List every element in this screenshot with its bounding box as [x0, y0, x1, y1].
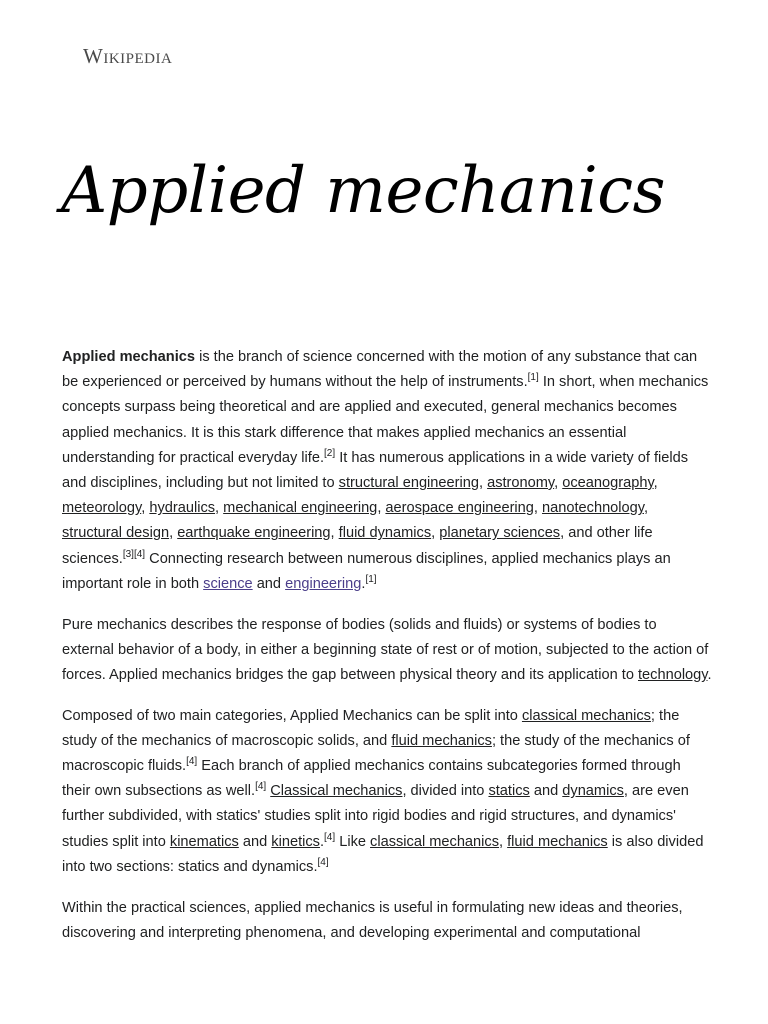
- paragraph-intro: [62, 345, 712, 597]
- link-oceanography[interactable]: oceanography: [562, 475, 654, 492]
- link-fluid-dynamics[interactable]: fluid dynamics: [338, 525, 432, 542]
- citation-link[interactable]: [4]: [255, 781, 267, 793]
- text: .: [361, 575, 366, 592]
- sep: ,: [533, 500, 543, 517]
- link-planetary-sciences[interactable]: planetary sciences: [439, 525, 561, 542]
- link-meteorology[interactable]: meteorology: [62, 500, 142, 517]
- link-hydraulics[interactable]: hydraulics: [149, 500, 216, 517]
- text: .: [319, 833, 325, 850]
- citation-4[interactable]: [134, 549, 145, 560]
- text: Pure mechanics describes the response of bodies (solids and fluids) or systems of bodies to external behavior of a body, in either a beginning state of rest or of motion, subjected to the action of forces. Applied mechanics bridges the gap between physical theory and its application to: [62, 616, 709, 683]
- sep: ,: [431, 525, 440, 542]
- citation-link[interactable]: [3]: [122, 548, 134, 560]
- link-technology[interactable]: technology: [638, 666, 708, 683]
- sep: ,: [478, 475, 488, 492]
- link-classical-mechanics[interactable]: classical mechanics: [370, 833, 500, 850]
- link-aerospace-engineering[interactable]: aerospace engineering: [385, 500, 534, 517]
- text: and: [238, 833, 272, 850]
- sep: ,: [169, 525, 178, 542]
- link-engineering[interactable]: engineering: [285, 575, 362, 592]
- text: Within the practical sciences, applied mechanics is useful in formulating new ideas and theories, discovering and interpreting phenomena, and developing experimental and computational: [62, 899, 683, 941]
- link-dynamics[interactable]: dynamics: [562, 783, 624, 800]
- text: In short, when mechanics concepts surpass being theoretical and are applied and executed, general mechanics becomes applied mechanics. It is this stark difference that makes applied mechanics an essential understanding for practical everyday life.: [62, 374, 709, 466]
- sep: ,: [215, 500, 224, 517]
- citation-4[interactable]: [186, 756, 197, 767]
- link-earthquake-engineering[interactable]: earthquake engineering: [177, 525, 331, 542]
- text: and: [252, 575, 286, 592]
- link-statics[interactable]: statics: [488, 783, 530, 800]
- citation-4[interactable]: [324, 832, 335, 843]
- citation-link[interactable]: [2]: [324, 447, 336, 459]
- article-body: [62, 345, 712, 961]
- page-title: Applied mechanics: [61, 154, 665, 228]
- citation-link[interactable]: [4]: [317, 857, 329, 868]
- citation-1[interactable]: [528, 372, 539, 383]
- text: .: [707, 666, 712, 683]
- text: , are even further subdivided, with statics' studies split into rigid bodies and rigid structures, and dynamics' studies split into: [62, 783, 689, 850]
- link-structural-engineering[interactable]: structural engineering: [338, 475, 479, 492]
- bold-term: Applied mechanics: [62, 349, 196, 365]
- citation-1[interactable]: [365, 574, 376, 585]
- sep: ,: [653, 475, 658, 492]
- text: and: [529, 783, 563, 800]
- citation-link[interactable]: [4]: [133, 548, 146, 560]
- text: Like: [335, 833, 371, 850]
- citation-4[interactable]: [255, 781, 266, 792]
- link-science[interactable]: science: [203, 575, 253, 592]
- text: It has numerous applications in a wide variety of fields and disciplines, including but not limited to: [62, 449, 689, 492]
- wikipedia-logo[interactable]: Wikipedia: [83, 44, 173, 68]
- link-structural-design[interactable]: structural design: [62, 525, 170, 542]
- text: ,: [499, 833, 508, 850]
- link-fluid-mechanics[interactable]: fluid mechanics: [507, 833, 608, 850]
- text: ; the study of the mechanics of macroscopic solids, and: [62, 707, 680, 749]
- paragraph-categories: [62, 704, 712, 880]
- link-classical-mechanics[interactable]: classical mechanics: [521, 707, 651, 724]
- citation-3[interactable]: [123, 549, 134, 560]
- text: Connecting research between numerous disciplines, applied mechanics plays an important role in both: [62, 550, 671, 592]
- citation-4[interactable]: [318, 857, 329, 868]
- text: is the branch of science concerned with the motion of any substance that can be experienced or perceived by humans without the help of instruments.: [62, 349, 698, 391]
- link-mechanical-engineering[interactable]: mechanical engineering: [223, 500, 378, 517]
- sep: ,: [377, 500, 386, 517]
- text: Composed of two main categories, Applied Mechanics can be split into: [62, 707, 522, 724]
- link-kinematics[interactable]: kinematics: [169, 833, 239, 850]
- citation-link[interactable]: [4]: [186, 756, 198, 768]
- citation-link[interactable]: [1]: [527, 372, 539, 384]
- text: , divided into: [402, 783, 489, 800]
- paragraph-pure-mechanics: [62, 613, 712, 689]
- link-astronomy[interactable]: astronomy: [487, 475, 555, 492]
- text: Each branch of applied mechanics contains subcategories formed through their own subsections as well.: [62, 758, 681, 800]
- text: is also divided into two sections: statics and dynamics.: [62, 833, 704, 875]
- link-classical-mechanics[interactable]: Classical mechanics: [270, 783, 403, 800]
- sep: ,: [330, 525, 339, 542]
- link-fluid-mechanics[interactable]: fluid mechanics: [391, 732, 492, 749]
- paragraph-practical-sciences: [62, 896, 712, 946]
- link-kinetics[interactable]: kinetics: [271, 833, 320, 850]
- sep: ,: [554, 475, 563, 492]
- citation-link[interactable]: [1]: [365, 573, 377, 585]
- citation-2[interactable]: [324, 448, 335, 459]
- sep: ,: [644, 500, 649, 517]
- citation-link[interactable]: [4]: [324, 831, 336, 843]
- link-nanotechnology[interactable]: nanotechnology: [542, 500, 644, 517]
- text: , and other life sciences.: [62, 525, 653, 567]
- sep: ,: [141, 500, 150, 517]
- text: ; the study of the mechanics of macroscopic fluids.: [62, 732, 690, 775]
